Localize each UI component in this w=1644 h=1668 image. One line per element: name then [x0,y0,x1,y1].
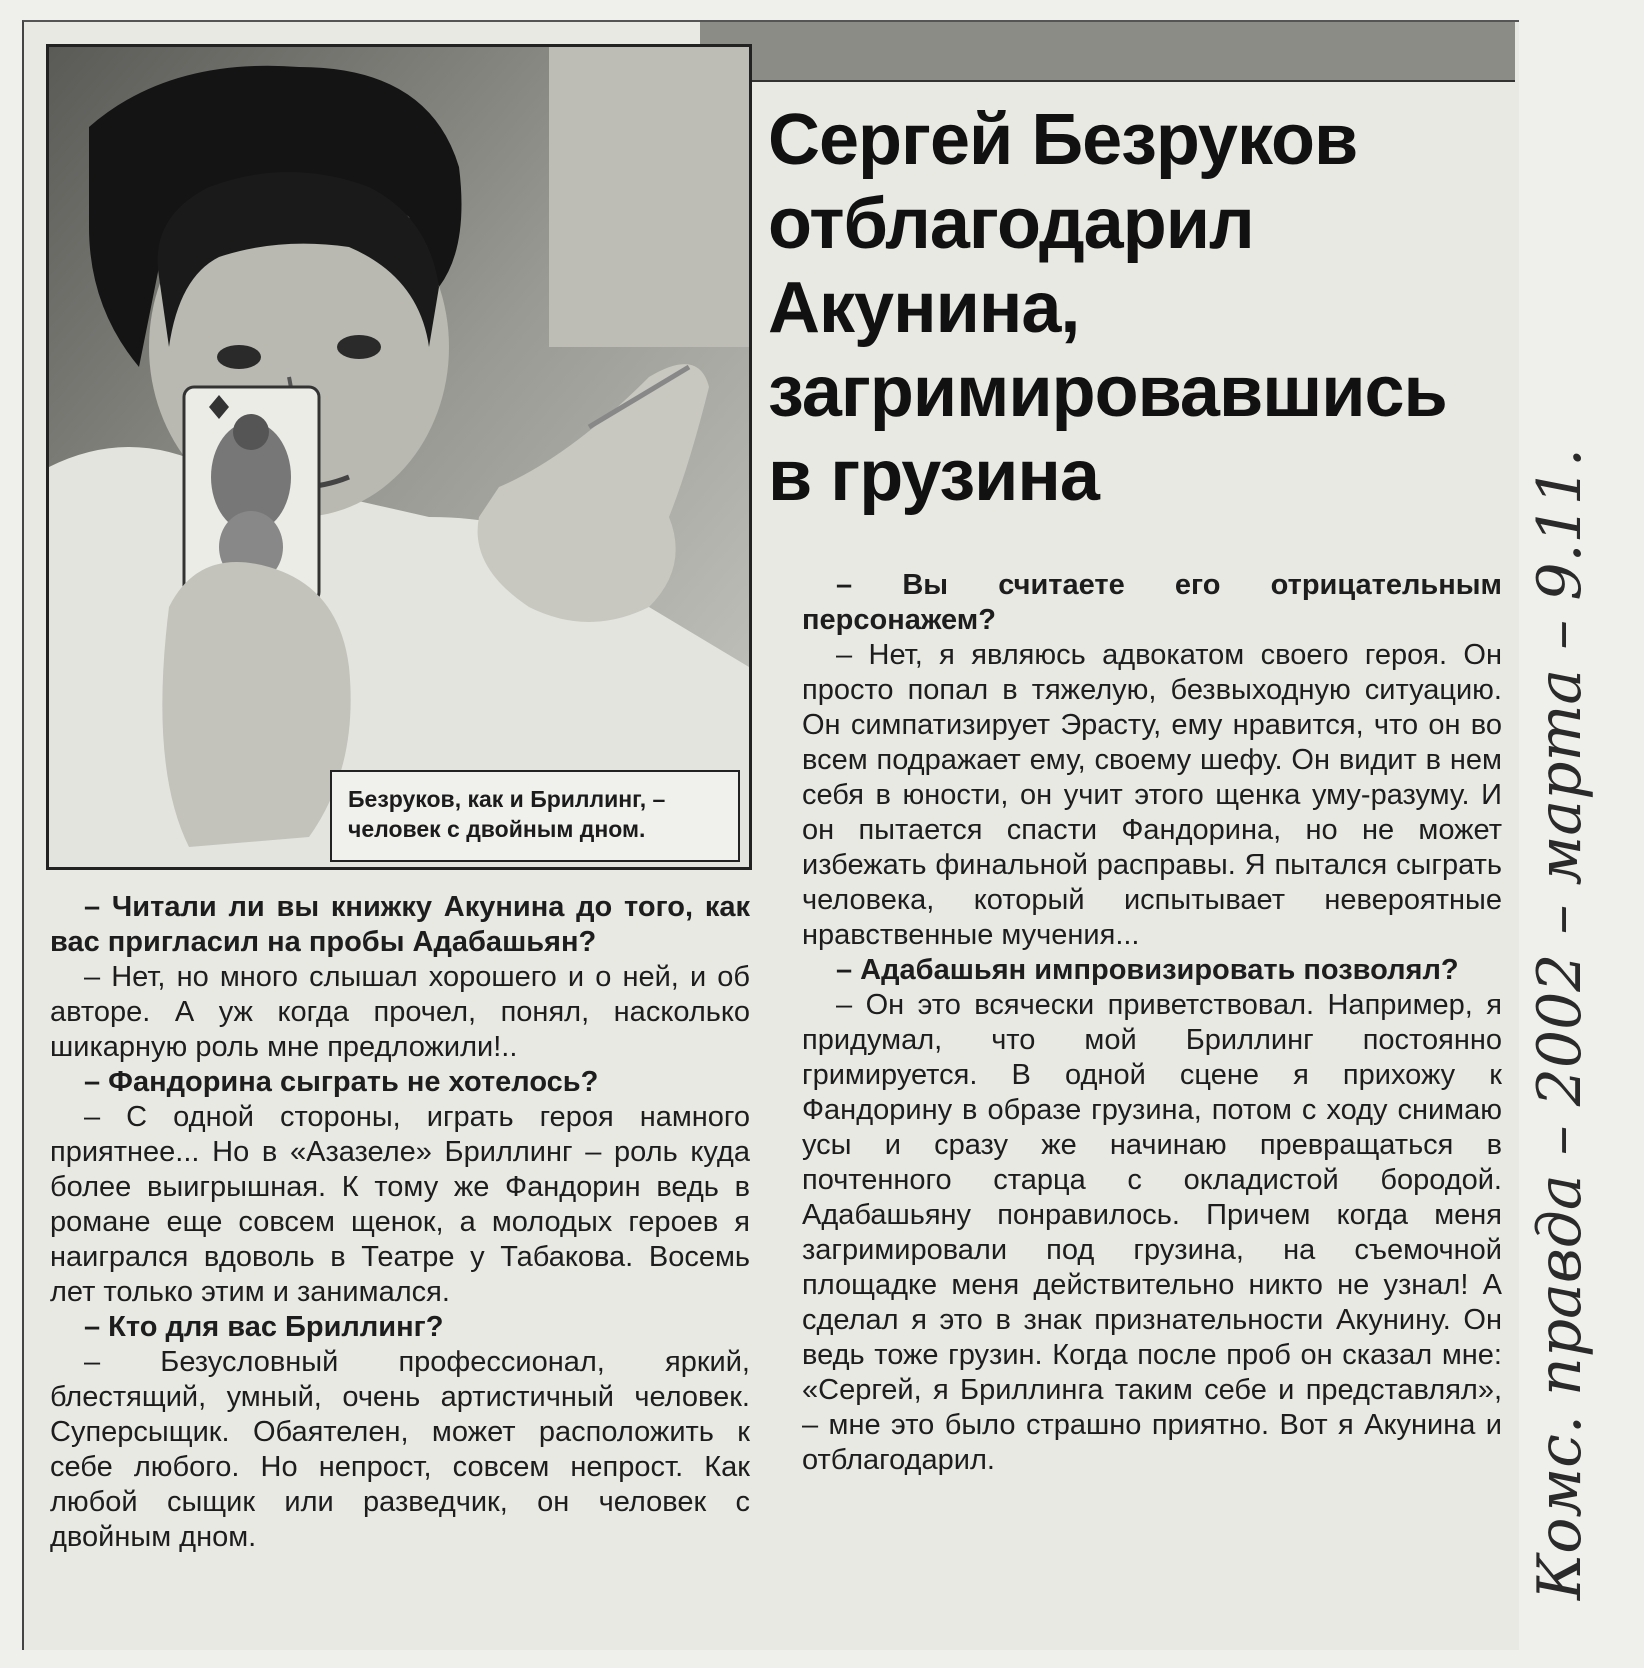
photo-caption [330,770,740,862]
header-band [700,22,1515,82]
left-column [50,890,750,1555]
interview-question: – Вы считаете его отрицательным персонажем? [802,569,1502,636]
headline-line: отблагодарил [768,184,1254,264]
interview-answer: – С одной стороны, играть героя намного приятнее... Но в «Азазеле» Бриллинг – роль куда более выигрышная. К тому же Фандорин ведь в романе еще совсем щенок, а молодых героев я наигрался вдоволь в Театре у Табакова. Восемь лет только этим и занимался. [50,1101,750,1308]
interview-answer: – Нет, но много слышал хорошего и о ней, и об авторе. А уж когда прочел, понял, насколько шикарную роль мне предложили!.. [50,961,750,1063]
interview-question: – Фандорина сыграть не хотелось? [84,1066,599,1098]
interview-question: – Читали ли вы книжку Акунина до того, как вас пригласил на пробы Адабашьян? [50,891,750,958]
photo-illustration [49,47,749,867]
article-headline [768,98,1508,518]
headline-line: в грузина [768,436,1099,516]
article-photo [46,44,752,870]
handwritten-margin-note: Комс. правда – 2002 – марта – 9.11. [1525,448,1595,1600]
interview-question: – Адабашьян импровизировать позволял? [836,954,1459,986]
interview-answer: – Нет, я являюсь адвокатом своего героя. Он просто попал в тяжелую, безвыходную ситуацию. Он симпатизирует Эрасту, ему нравится, что он во всем подражает ему, своему шефу. Он видит в нем себя в юности, он учит этого щенка уму-разуму. И он пытается спасти Фандорина, но не может избежать финальной расправы. Я пытался сыграть человека, который испытывает невероятные нравственные мучения... [802,639,1502,951]
interview-answer: – Он это всячески приветствовал. Например, я придумал, что мой Бриллинг постоянно гримируется. В одной сцене я прихожу к Фандорину в образе грузина, потом с ходу снимаю усы и сразу же начинаю превращаться в почтенного старца с окладистой бородой. Адабашьяну понравилось. Причем когда меня загримировали под грузина, на съемочной площадке меня действительно никто не узнал! А сделал я это в знак признательности Акунину. Он ведь тоже грузин. Когда после проб он сказал мне: «Сергей, я Бриллинга таким себе и представлял», – мне это было страшно приятно. Вот я Акунина и отблагодарил. [802,989,1502,1476]
headline-line: загримировавшись [768,352,1447,432]
caption-line: человек с двойным дном. [348,816,646,842]
caption-line: Безруков, как и Бриллинг, – [348,786,666,812]
headline-line: Акунина, [768,268,1080,348]
interview-question: – Кто для вас Бриллинг? [84,1311,444,1343]
interview-answer: – Безусловный профессионал, яркий, блестящий, умный, очень артистичный человек. Суперсыщик. Обаятелен, может расположить к себе любого. Но непрост, совсем непрост. Как любой сыщик или разведчик, он человек с двойным дном. [50,1346,750,1553]
right-column [802,568,1502,1478]
headline-line: Сергей Безруков [768,100,1358,180]
